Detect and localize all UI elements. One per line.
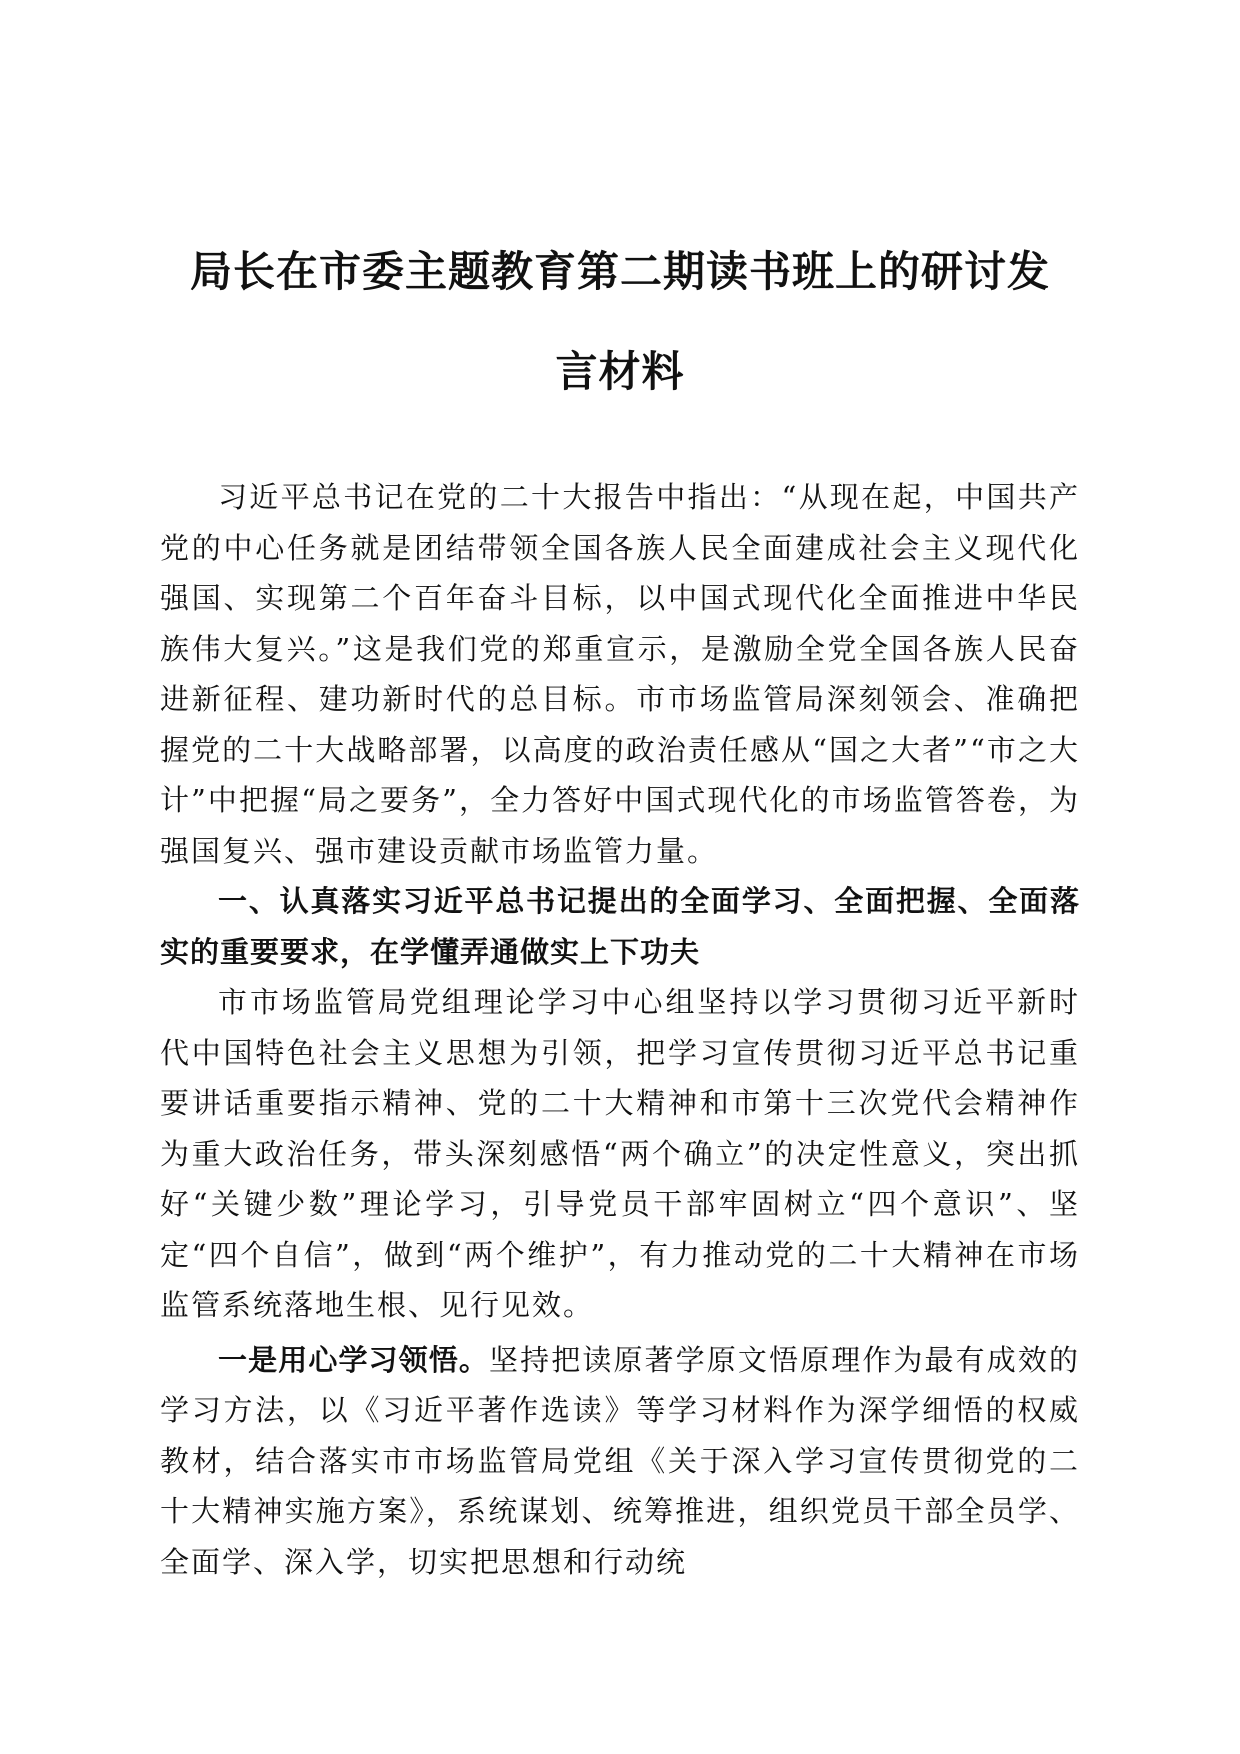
point-body: 坚持把读原著学原文悟原理作为最有成效的学习方法，以《习近平著作选读》等学习材料作为深学细悟的权威教材，结合落实市市场监管局党组《关于深入学习宣传贯彻党的二十大精神实施方案》，系统谋划、统筹推进，组织党员干部全员学、全面学、深入学，切实把思想和行动统 (160, 1342, 1080, 1579)
point-lead: 一是用心学习领悟。 (218, 1342, 489, 1377)
document-title (160, 222, 1080, 422)
section-heading: 一、认真落实习近平总书记提出的全面学习、全面把握、全面落实的重要要求，在学懂弄通做实上下功夫 (160, 884, 1080, 969)
section-paragraph: 市市场监管局党组理论学习中心组坚持以学习贯彻习近平新时代中国特色社会主义思想为引领，把学习宣传贯彻习近平总书记重要讲话重要指示精神、党的二十大精神和市第十三次党代会精神作为重大政治任务，带头深刻感悟“两个确立”的决定性意义，突出抓好“关键少数”理论学习，引导党员干部牢固树立“四个意识”、坚定“四个自信”，做到“两个维护”，有力推动党的二十大精神在市场监管系统落地生根、见行见效。 (160, 985, 1080, 1322)
document-page (160, 0, 1080, 1754)
point-paragraph (160, 1335, 1080, 1588)
title-line-1: 局长在市委主题教育第二期读书班上的研讨发 (189, 247, 1050, 296)
document-body (160, 472, 1080, 1587)
title-line-2: 言材料 (555, 347, 685, 396)
intro-paragraph: 习近平总书记在党的二十大报告中指出：“从现在起，中国共产党的中心任务就是团结带领全国各族人民全面建成社会主义现代化强国、实现第二个百年奋斗目标，以中国式现代化全面推进中华民族伟大复兴。”这是我们党的郑重宣示，是激励全党全国各族人民奋进新征程、建功新时代的总目标。市市场监管局深刻领会、准确把握党的二十大战略部署，以高度的政治责任感从“国之大者”“市之大计”中把握“局之要务”，全力答好中国式现代化的市场监管答卷，为强国复兴、强市建设贡献市场监管力量。 (160, 480, 1080, 868)
